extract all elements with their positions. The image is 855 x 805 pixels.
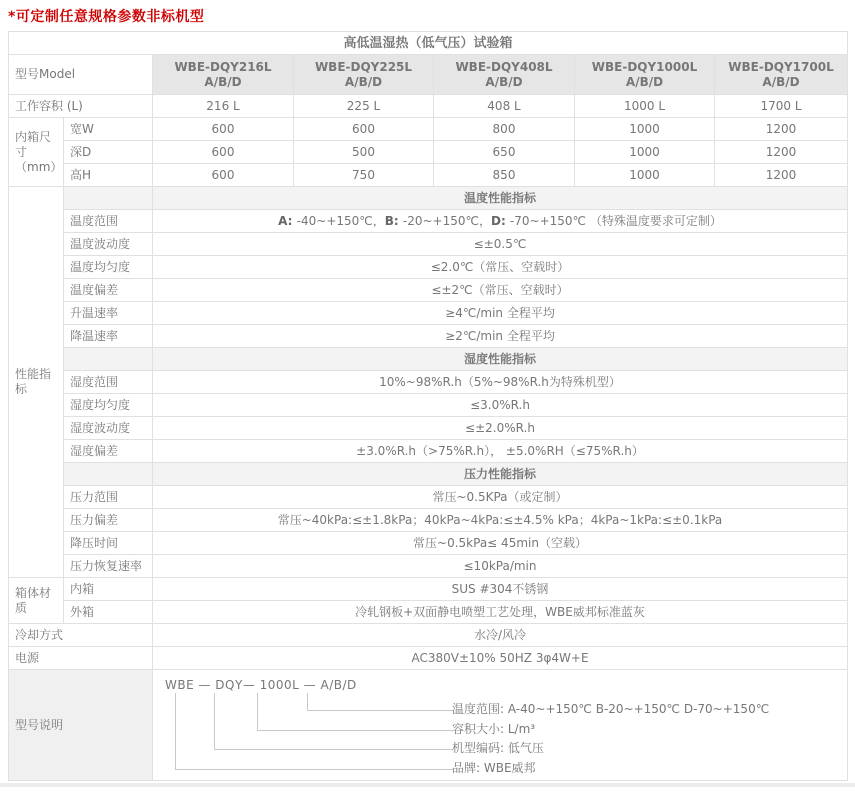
spec-row [9,417,848,440]
spec-label-cell: 深D [64,141,153,164]
spec-value-cell: 216 L [153,95,294,118]
spec-value-cell: 常压~0.5kPa≤ 45min（空载） [153,532,848,555]
performance-header: 性能指标 [9,187,64,578]
model-row [9,55,848,95]
table-title: 高低温湿热（低气压）试验箱 [9,32,848,55]
spec-label-cell: 湿度偏差 [64,440,153,463]
spec-label-cell: 冷却方式 [9,624,153,647]
spec-label-cell: 湿度波动度 [64,417,153,440]
spec-label-cell: 压力恢复速率 [64,555,153,578]
spec-value-cell: 600 [153,118,294,141]
spec-value-cell: ≤3.0%R.h [153,394,848,417]
spec-label-cell: 升温速率 [64,302,153,325]
spec-label-cell: 降温速率 [64,325,153,348]
model-cell [294,55,434,95]
model-cell [434,55,575,95]
model-variant: A/B/D [204,74,242,89]
spec-row [9,210,848,233]
spec-value-cell: 1200 [715,118,848,141]
spec-value-cell: 1200 [715,164,848,187]
legend-entry-brand: 品牌: WBE威邦 [452,761,536,775]
spec-row [9,532,848,555]
section-title: 湿度性能指标 [153,348,848,371]
spec-label-cell: 温度均匀度 [64,256,153,279]
legend-entry-machine-code: 机型编码: 低气压 [452,741,544,755]
spec-label-cell: 压力偏差 [64,509,153,532]
spec-value-cell: ≥2℃/min 全程平均 [153,325,848,348]
spec-value-cell: 600 [153,141,294,164]
inner-size-row-depth [9,141,848,164]
spec-value-cell: AC380V±10% 50HZ 3φ4W+E [153,647,848,670]
spec-row [9,233,848,256]
cabinet-header: 箱体材质 [9,578,64,624]
model-variant: A/B/D [762,74,800,89]
model-name: WBE-DQY1000L [591,59,698,74]
section-spacer-cell [64,463,153,486]
spec-value-cell: 800 [434,118,575,141]
model-name: WBE-DQY408L [455,59,553,74]
spec-value-cell: 10%~98%R.h（5%~98%R.h为特殊机型） [153,371,848,394]
spec-row [9,325,848,348]
spec-row [9,279,848,302]
inner-size-header: 内箱尺寸（mm） [9,118,64,187]
power-row [9,647,848,670]
model-legend-label: 型号说明 [9,670,153,781]
spec-value-cell: 水冷/风冷 [153,624,848,647]
legend-entry-temp-range: 温度范围: A-40~+150℃ B-20~+150℃ D-70~+150℃ [452,702,770,716]
model-variant: A/B/D [485,74,523,89]
spec-row [9,371,848,394]
inner-size-row-height [9,164,848,187]
model-cell [715,55,848,95]
spec-value-cell: ≥4℃/min 全程平均 [153,302,848,325]
spec-value-cell: 常压~40kPa:≤±1.8kPa；40kPa~4kPa:≤±4.5% kPa；4kPa~1kPa:≤±0.1kPa [153,509,848,532]
cabinet-outer-row [9,601,848,624]
spec-value-cell: ≤±0.5℃ [153,233,848,256]
humidity-section-header-row [9,348,848,371]
model-cell [153,55,294,95]
spec-value-cell: 1000 [575,118,715,141]
spec-label-cell: 外箱 [64,601,153,624]
model-name: WBE-DQY225L [314,59,413,74]
spec-value-cell: 650 [434,141,575,164]
model-cell [575,55,715,95]
spec-value-cell: ≤±2.0%R.h [153,417,848,440]
pressure-section-header-row [9,463,848,486]
spec-value-cell: 500 [294,141,434,164]
spec-value-cell: 408 L [434,95,575,118]
spec-value-cell: ±3.0%R.h（>75%R.h）， ±5.0%RH（≤75%R.h） [153,440,848,463]
bottom-divider [0,783,855,787]
section-title: 温度性能指标 [153,187,848,210]
temperature-section-header-row [9,187,848,210]
table-title-row [9,32,848,55]
spec-table [8,31,848,781]
capacity-row [9,95,848,118]
section-spacer-cell [64,187,153,210]
spec-value-cell: ≤2.0℃（常压、空载时） [153,256,848,279]
cooling-row [9,624,848,647]
custom-note: *可定制任意规格参数非标机型 [8,9,205,25]
spec-row [9,509,848,532]
spec-row [9,486,848,509]
section-title: 压力性能指标 [153,463,848,486]
model-code-line: WBE — DQY— 1000L — A/B/D [165,678,357,692]
section-spacer-cell [64,348,153,371]
spec-value-cell: 1000 [575,141,715,164]
spec-label-cell: 高H [64,164,153,187]
spec-row [9,555,848,578]
spec-value-cell: 1700 L [715,95,848,118]
spec-value-cell: 常压~0.5KPa（或定制） [153,486,848,509]
spec-value-cell: SUS #304不锈钢 [153,578,848,601]
spec-row [9,302,848,325]
spec-value-cell: A: -40~+150℃，B: -20~+150℃，D: -70~+150℃ （特殊温度要求可定制） [153,210,848,233]
spec-label-cell: 降压时间 [64,532,153,555]
spec-label-cell: 湿度均匀度 [64,394,153,417]
model-legend-row [9,670,848,781]
spec-label-cell: 温度偏差 [64,279,153,302]
spec-value-cell: 850 [434,164,575,187]
model-row-label: 型号Model [9,55,153,95]
legend-connector-temp [307,693,453,711]
spec-value-cell: 1000 L [575,95,715,118]
model-legend-diagram [153,670,848,781]
spec-value-cell: 225 L [294,95,434,118]
spec-label-cell: 湿度范围 [64,371,153,394]
legend-entry-volume: 容积大小: L/m³ [452,722,536,736]
model-name: WBE-DQY1700L [728,59,834,74]
spec-label-cell: 压力范围 [64,486,153,509]
spec-label-cell: 工作容积 (L) [9,95,153,118]
spec-value-cell: 冷轧钢板+双面静电喷塑工艺处理，WBE威邦标准蓝灰 [153,601,848,624]
spec-label-cell: 宽W [64,118,153,141]
spec-label-cell: 电源 [9,647,153,670]
model-name: WBE-DQY216L [174,59,272,74]
spec-label-cell: 温度波动度 [64,233,153,256]
spec-label-cell: 内箱 [64,578,153,601]
spec-row [9,440,848,463]
spec-value-cell: ≤±2℃（常压、空载时） [153,279,848,302]
cabinet-inner-row [9,578,848,601]
spec-row [9,256,848,279]
inner-size-row-width [9,118,848,141]
spec-value-cell: 600 [294,118,434,141]
model-legend-wrap [159,672,841,778]
model-variant: A/B/D [625,74,664,89]
spec-value-cell: 750 [294,164,434,187]
spec-value-cell: 600 [153,164,294,187]
spec-label-cell: 温度范围 [64,210,153,233]
spec-row [9,394,848,417]
model-variant: A/B/D [344,74,383,89]
spec-value-cell: 1200 [715,141,848,164]
spec-value-cell: ≤10kPa/min [153,555,848,578]
spec-value-cell: 1000 [575,164,715,187]
